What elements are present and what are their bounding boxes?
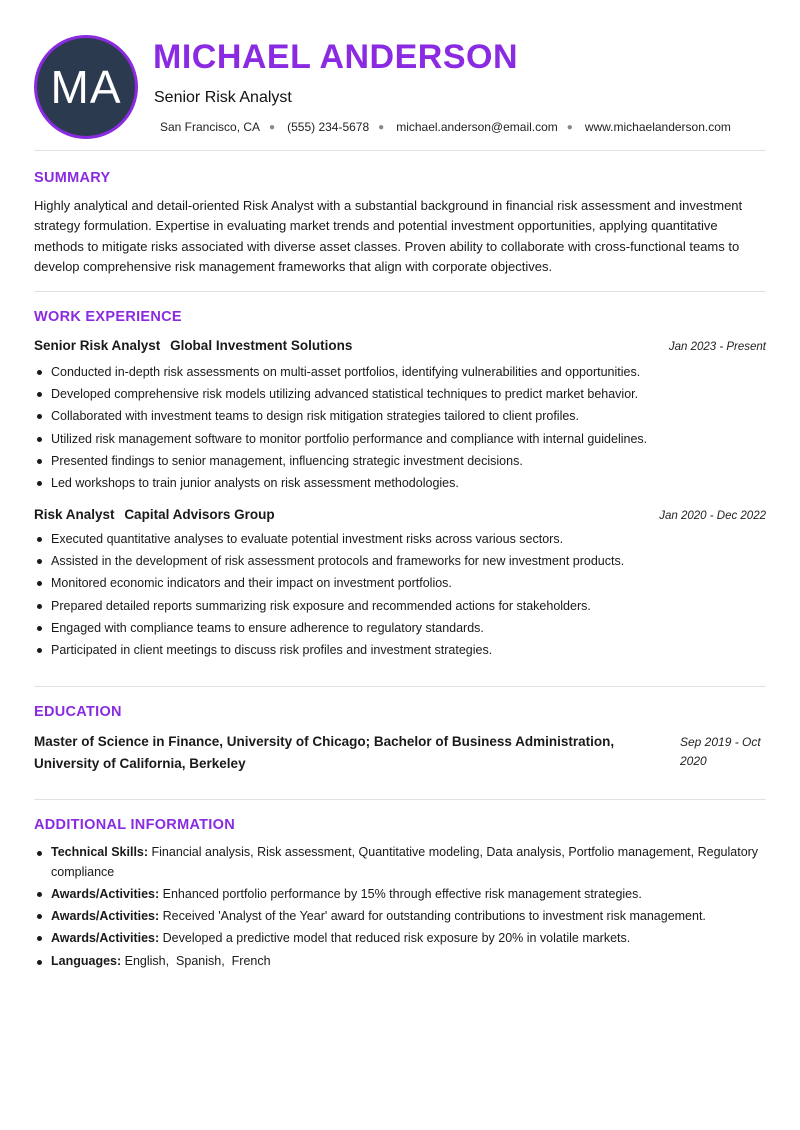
job-dates: Jan 2023 - Present	[668, 341, 766, 353]
list-item: Conducted in-depth risk assessments on multi-asset portfolios, identifying vulnerabilities and opportunities.	[34, 361, 774, 383]
info-label: Languages:	[51, 954, 122, 969]
list-item: Monitored economic indicators and their impact on investment portfolios.	[34, 572, 774, 594]
additional-info-list	[34, 843, 770, 974]
list-item: Engaged with compliance teams to ensure adherence to regulatory standards.	[34, 617, 774, 639]
summary-heading: SUMMARY	[34, 170, 111, 186]
list-item: Led workshops to train junior analysts on risk assessment methodologies.	[34, 472, 774, 494]
separator-dot-icon: ●	[378, 121, 385, 133]
list-item: Utilized risk management software to monitor portfolio performance and compliance with internal guidelines.	[34, 428, 774, 450]
list-item: Executed quantitative analyses to evaluate potential investment risks across various sectors.	[34, 528, 774, 550]
separator-dot-icon: ●	[269, 121, 276, 133]
list-item: Collaborated with investment teams to design risk mitigation strategies tailored to client profiles.	[34, 405, 774, 427]
education-heading: EDUCATION	[34, 704, 122, 720]
list-item	[34, 929, 770, 949]
contact-email[interactable]: michael.anderson@email.com	[396, 120, 558, 134]
job-dates: Jan 2020 - Dec 2022	[659, 510, 766, 522]
job-bullet-list	[34, 528, 774, 661]
section-divider	[34, 150, 766, 151]
info-label: Technical Skills:	[51, 845, 149, 859]
education-dates: Sep 2019 - Oct 2020	[680, 735, 761, 768]
list-item: Presented findings to senior management, influencing strategic investment decisions.	[34, 450, 774, 472]
job-header	[34, 507, 766, 522]
list-item: Prepared detailed reports summarizing risk exposure and recommended actions for stakeholders.	[34, 595, 774, 617]
section-divider	[34, 291, 766, 292]
candidate-name: MICHAEL ANDERSON	[153, 38, 519, 76]
section-divider	[34, 799, 766, 800]
job-role: Senior Risk Analyst	[34, 338, 161, 353]
summary-text: Highly analytical and detail-oriented Risk Analyst with a substantial background in financial risk assessment and investment strategy formulation. Expertise in evaluating market trends and potential investment opportunities, applying quantitative methods to mitigate risks associated with diverse asset classes. Proven ability to collaborate with cross-functional teams to develop comprehensive risk management frameworks that align with corporate objectives.	[34, 198, 743, 274]
info-text: English, Spanish, French	[124, 954, 271, 969]
info-text: Developed a predictive model that reduced risk exposure by 20% in volatile markets.	[162, 930, 631, 945]
section-divider	[34, 686, 766, 687]
contact-line	[160, 120, 731, 134]
work-experience-heading: WORK EXPERIENCE	[34, 309, 182, 325]
education-degree: Master of Science in Finance, University of Chicago; Bachelor of Business Administration, University of California, Berkeley	[34, 734, 615, 771]
additional-info-heading: ADDITIONAL INFORMATION	[34, 817, 235, 833]
info-text: Financial analysis, Risk assessment, Quantitative modeling, Data analysis, Portfolio management, Regulatory compliance	[51, 845, 759, 879]
avatar-initials: MA	[50, 61, 122, 113]
job-company: Global Investment Solutions	[170, 338, 353, 353]
job-role: Risk Analyst	[34, 507, 115, 522]
info-label: Awards/Activities:	[51, 930, 160, 945]
job-bullet-list	[34, 361, 774, 494]
contact-phone: (555) 234-5678	[287, 120, 370, 134]
list-item: Participated in client meetings to discuss risk profiles and investment strategies.	[34, 639, 774, 661]
info-text: Received 'Analyst of the Year' award for outstanding contributions to investment risk management.	[162, 908, 706, 923]
separator-dot-icon: ●	[566, 121, 573, 133]
job-header	[34, 338, 766, 353]
job-company: Capital Advisors Group	[124, 507, 275, 522]
info-label: Awards/Activities:	[51, 908, 160, 923]
job-title: Senior Risk Analyst	[154, 89, 292, 106]
list-item	[34, 952, 770, 972]
info-text: Enhanced portfolio performance by 15% through effective risk management strategies.	[162, 886, 642, 901]
info-label: Awards/Activities:	[51, 886, 160, 901]
list-item	[34, 843, 770, 882]
contact-location: San Francisco, CA	[160, 120, 261, 134]
list-item: Assisted in the development of risk assessment protocols and frameworks for new investment products.	[34, 550, 774, 572]
contact-website[interactable]: www.michaelanderson.com	[584, 120, 731, 134]
list-item	[34, 907, 770, 927]
list-item: Developed comprehensive risk models utilizing advanced statistical techniques to predict market behavior.	[34, 383, 774, 405]
list-item	[34, 885, 770, 905]
avatar	[34, 35, 138, 139]
